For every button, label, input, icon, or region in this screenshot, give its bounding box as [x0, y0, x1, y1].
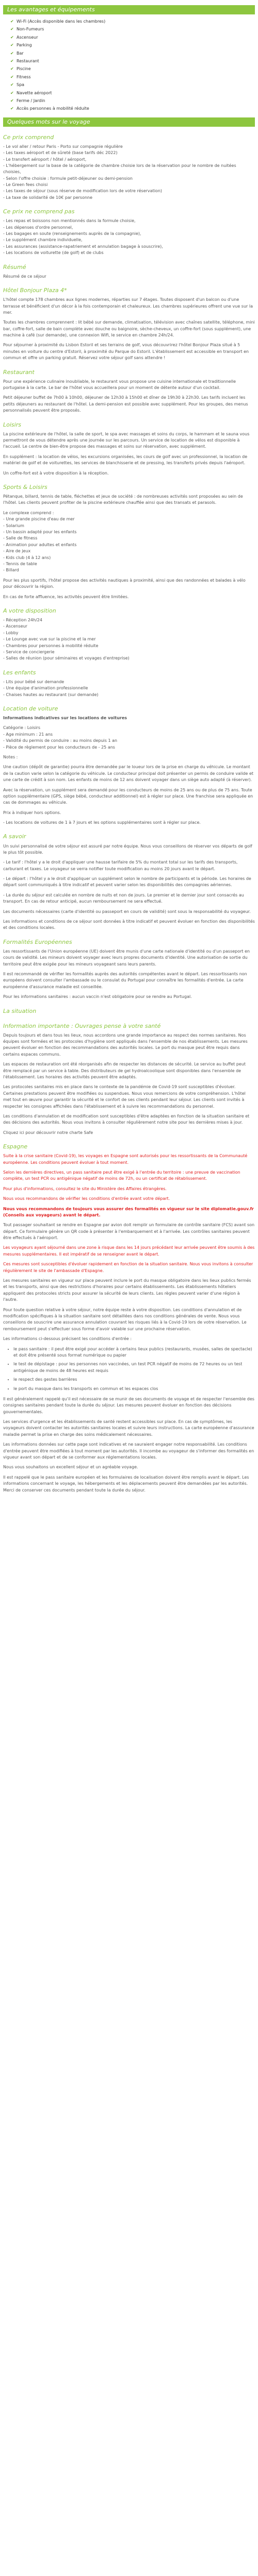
check-icon: ✔: [10, 98, 14, 103]
check-icon: ✔: [10, 74, 14, 79]
text-line: - Service de conciergerie: [3, 649, 55, 654]
paragraph: La piscine extérieure de l'hôtel, la salle de sport, le spa avec massages et soins du corps, le hammam et le sauna vous permettront de vous détendre après une journée sur les parcours. Un service de location de vélos est disponible à l'accueil. Le centre de bien-être propose des massages et soins sur réservation, avec supplément.: [3, 431, 250, 449]
paragraph: Nous vous recommandons de toujours vous assurer des formalités en vigueur sur le site diplomatie.gouv.fr (Conseils aux voyageurs) avant le départ.: [3, 1206, 254, 1217]
trip-content: [3, 133, 255, 1494]
amenity-label: Bar: [17, 50, 24, 56]
paragraph: Notes :: [3, 754, 18, 759]
text-line: - Les taxes de séjour (sous réserve de modification lors de votre réservation): [3, 189, 163, 194]
text-line: - Les bagages en soute (renseignements auprès de la compagnie),: [3, 231, 141, 236]
amenity-item: [10, 58, 255, 64]
paragraph: Une caution (dépôt de garantie) pourra être demandée par le loueur lors de la prise en charge du véhicule. Le montant de la caution varie selon la catégorie du véhicule. Le conducteur principal doit présenter un permis de conduire valide et une carte de crédit à son nom. Les enfants de moins de 12 ans doivent voyager dans un siège auto adapté (à réserver).: [3, 765, 254, 783]
amenity-label: Fitness: [17, 74, 31, 79]
paragraph: Depuis toujours et dans tous les lieux, nous accordons une grande importance au respect des normes sanitaires. Nos équipes sont formées et les protocoles d'hygiène sont appliqués dans l'ensemble de nos établissements. Les mesures peuvent évoluer en fonction des recommandations des autorités locales. Le port du masque peut être requis dans certains espaces communs.: [3, 1032, 248, 1057]
text-line: - Kids club (4 à 12 ans): [3, 555, 51, 560]
text-line: - Un bassin adapté pour les enfants: [3, 530, 77, 535]
amenity-label: Wi-Fi (Accès disponible dans les chambres): [17, 19, 106, 24]
amenity-label: Spa: [17, 82, 25, 88]
check-icon: ✔: [10, 58, 14, 63]
text-line: - Tennis de table: [3, 561, 37, 566]
text-line: - Chaises hautes au restaurant (sur demande): [3, 692, 99, 697]
check-icon: ✔: [10, 66, 14, 72]
bullet-item: • le respect des gestes barrières: [13, 1377, 255, 1383]
paragraph: Pour toute question relative à votre séjour, notre équipe reste à votre disposition. Les conditions d'annulation et de modification spécifiques à la situation sanitaire sont détaillées dans nos conditions générales de vente. Nous vous conseillons de souscrire une assurance annulation couvrant les risques liés à la Covid-19 lors de votre réservation. Le remboursement peut s'effectuer sous forme d'avoir valable sur une prochaine réservation.: [3, 1307, 247, 1331]
check-icon: ✔: [10, 82, 14, 88]
section-heading: Ce prix comprend: [3, 133, 54, 141]
check-icon: ✔: [10, 19, 14, 24]
line-group: [3, 725, 255, 751]
amenity-label: Parking: [17, 43, 32, 48]
paragraph: Avec la réservation, un supplément sera demandé pour les conducteurs de moins de 25 ans ou de plus de 75 ans. Toute option supplémentaire (GPS, siège bébé, conducteur additionnel) est à régler sur place. Une franchise sera appliquée en cas de dommages au véhicule.: [3, 787, 253, 805]
text-line: - Une grande piscine d'eau de mer: [3, 517, 75, 522]
line-group: [3, 144, 255, 201]
amenity-label: Accès personnes à mobilité réduite: [17, 106, 89, 111]
check-icon: ✔: [10, 27, 14, 32]
section-heading: Information importante : Ouvrages pense à votre santé: [3, 1022, 161, 1029]
paragraph: En supplément : la location de vélos, les excursions organisées, les cours de golf avec un professionnel, la location de matériel de golf et de voiturettes, les services de blanchisserie et de pressing, les transferts privés depuis l'aéroport.: [3, 454, 248, 466]
text-line: - Selon l'offre choisie : formule petit-déjeuner ou demi-pension: [3, 176, 133, 181]
line-group: [3, 510, 255, 574]
paragraph: Tout passager souhaitant se rendre en Espagne par avion doit remplir un formulaire de contrôle sanitaire (FCS) avant son départ. Ce formulaire génère un QR code à présenter à l'embarquement et à l'arrivée. Les contrôles sanitaires peuvent être effectués à l'aéroport.: [3, 1223, 255, 1241]
check-icon: ✔: [10, 43, 14, 48]
amenity-label: Piscine: [17, 66, 31, 72]
text-line: - Les dépenses d'ordre personnel,: [3, 225, 73, 230]
paragraph: Les conditions d'annulation et de modification sont susceptibles d'être adaptées en fonction de la situation sanitaire et des décisions des autorités. Nous vous invitons à consulter régulièrement notre site pour les dernières mises à jour.: [3, 1113, 250, 1125]
bullet-item: • le port du masque dans les transports en commun et les espaces clos: [13, 1386, 255, 1392]
text-line: - L'hébergement sur la base de la catégorie de chambre choisie lors de la réservation pour le nombre de nuitées choisies,: [3, 163, 236, 175]
line-group: [3, 617, 255, 662]
line-group: [3, 218, 255, 256]
bullet-list: [13, 1346, 255, 1392]
paragraph: Les informations et conditions de ce séjour sont données à titre indicatif et peuvent évoluer en fonction des disponibilités et des conditions locales.: [3, 919, 255, 930]
text-line: - Ascenseur: [3, 624, 27, 629]
text-line: - Aire de jeux: [3, 549, 31, 554]
text-line: Catégorie : Loisirs: [3, 725, 41, 731]
amenity-label: Ferme / Jardin: [17, 98, 45, 103]
text-line: - Les locations de voiturette (de golf) et de clubs: [3, 250, 104, 256]
text-line: - Le supplément chambre individuelle,: [3, 238, 83, 243]
paragraph: Les ressortissants de l'Union européenne (UE) doivent être munis d'une carte nationale d'identité ou d'un passeport en cours de validité. Les mineurs doivent voyager avec leurs propres documents d'identité. Une autorisation de sortie du territoire peut être exigée pour les mineurs voyageant sans leurs parents.: [3, 948, 250, 967]
text-line: - Le Green fees choisi: [3, 182, 48, 188]
text-line: - Lobby: [3, 630, 19, 635]
paragraph: Pour séjourner à proximité du Lisbon Estoril et ses terrains de golf, vous découvrirez l'hôtel Bonjour Plaza situé à 5 minutes en voiture du centre d'Estoril, à proximité du Parque do Estoril. L'établissement est accessible en transport en commun et offre un parking gratuit. Réservez votre séjour golf sans attendre !: [3, 343, 249, 361]
paragraph: Pétanque, billard, tennis de table, fléchettes et jeux de société : de nombreuses activités sont proposées au sein de l'hôtel. Les clients peuvent profiter de la piscine extérieure chauffée ainsi que des transats et parasols.: [3, 494, 243, 505]
section-heading: Hôtel Bonjour Plaza 4*: [3, 287, 67, 294]
section-heading: Espagne: [3, 1143, 28, 1150]
amenity-item: [10, 106, 255, 112]
paragraph: Les mesures sanitaires en vigueur sur place peuvent inclure le port du masque obligatoire dans les lieux publics fermés et les transports, ainsi que des restrictions d'horaires pour certains établissements. Les établissements hôteliers appliquent des protocoles stricts pour assurer la sécurité de leurs clients. Les règles peuvent varier d'une région à l'autre.: [3, 1278, 251, 1302]
paragraph: Nous vous souhaitons un excellent séjour et un agréable voyage.: [3, 1465, 138, 1470]
paragraph: - La durée du séjour est calculée en nombre de nuits et non de jours. Le premier et le dernier jour sont consacrés au transport. En cas de retour anticipé, aucun remboursement ne sera effectué.: [3, 892, 244, 904]
check-icon: ✔: [10, 90, 14, 95]
text-line: - Le vol aller / retour Paris - Porto sur compagnie régulière: [3, 144, 123, 149]
paragraph: Nous vous recommandons de vérifier les conditions d'entrée avant votre départ.: [3, 1196, 170, 1201]
section-heading: Les enfants: [3, 669, 36, 676]
amenity-label: Ascenseur: [17, 35, 38, 40]
amenity-item: [10, 50, 255, 57]
text-line: - Validité du permis de conduire : au moins depuis 1 an: [3, 738, 118, 743]
paragraph: Les documents nécessaires (carte d'identité ou passeport en cours de validité) sont sous la responsabilité du voyageur.: [3, 909, 251, 914]
amenity-item: [10, 74, 255, 80]
text-line: - Réception 24h/24: [3, 617, 42, 622]
paragraph: Un suivi personnalisé de votre séjour est assuré par notre équipe. Nous vous conseillons de réserver vos départs de golf le plus tôt possible.: [3, 843, 252, 855]
paragraph: Un coffre-fort est à votre disposition à la réception.: [3, 470, 109, 476]
paragraph: Pour les plus sportifs, l'hôtel propose des activités nautiques à proximité, ainsi que des randonnées et balades à vélo pour découvrir la région.: [3, 578, 246, 589]
paragraph: Les voyageurs ayant séjourné dans une zone à risque dans les 14 jours précédant leur arrivée peuvent être soumis à des mesures supplémentaires. Il est impératif de se renseigner avant le départ.: [3, 1245, 255, 1257]
paragraph: Prix à indiquer hors options.: [3, 810, 61, 815]
text-line: Le complexe comprend :: [3, 510, 54, 515]
section-heading: Loisirs: [3, 421, 21, 428]
text-line: - Salle de fitness: [3, 536, 38, 541]
section-heading: Location de voiture: [3, 705, 58, 712]
trip-header: Quelques mots sur le voyage: [3, 117, 255, 127]
text-line: - Pièce de règlement pour les conducteurs de - 25 ans: [3, 744, 115, 750]
paragraph: Toutes les chambres comprennent : lit bébé sur demande, climatisation, télévision avec chaînes satellite, téléphone, mini bar, coffre-fort, salle de bain complète avec douche ou baignoire, sèche-cheveux, un coffre-fort (sous supplément), une machine à café (sur demande), une connexion Wifi, le service en chambre 24h/24.: [3, 320, 255, 338]
text-line: - Lits pour bébé sur demande: [3, 679, 64, 684]
section-heading: La situation: [3, 1007, 37, 1014]
amenity-item: [10, 35, 255, 41]
amenity-item: [10, 19, 255, 25]
section-heading: A savoir: [3, 833, 26, 840]
line-group: [3, 679, 255, 698]
check-icon: ✔: [10, 106, 14, 111]
text-line: - Animation pour adultes et enfants: [3, 542, 77, 547]
amenities-list: [10, 19, 255, 112]
paragraph: - Le tarif : l'hôtel y a le droit d'appliquer une hausse tarifaire de 5% du montant total sur les tarifs des transports, carburant et taxes. Le voyageur se verra notifier toute modification au moins 20 jours avant le départ.: [3, 860, 238, 871]
paragraph: Les informations ci-dessous précisent les conditions d'entrée :: [3, 1336, 132, 1342]
text-line: - Le transfert aéroport / hôtel / aéroport,: [3, 157, 87, 162]
paragraph: Les informations données sur cette page sont indicatives et ne sauraient engager notre responsabilité. Les conditions d'entrée peuvent être modifiées à tout moment par les autorités. Il incombe au voyageur de s'informer des formalités en vigueur avant son départ et de se conformer aux réglementations locales.: [3, 1442, 254, 1460]
paragraph: Les services d'urgence et les établissements de santé restent accessibles sur place. En cas de symptômes, les voyageurs doivent contacter les autorités sanitaires locales et suivre leurs instructions. La carte européenne d'assurance maladie permet la prise en charge des soins médicalement nécessaires.: [3, 1419, 254, 1437]
amenity-item: [10, 98, 255, 104]
section-heading: Ce prix ne comprend pas: [3, 208, 75, 215]
text-line: - Billard: [3, 568, 19, 573]
section-heading: Résumé: [3, 263, 26, 270]
paragraph: Ces mesures sont susceptibles d'évoluer rapidement en fonction de la situation sanitaire. Nous vous invitons à consulter régulièrement le site de l'ambassade d'Espagne.: [3, 1262, 253, 1273]
section-heading: A votre disposition: [3, 607, 56, 614]
text-line: - Une équipe d'animation professionnelle: [3, 686, 88, 691]
paragraph: Les protocoles sanitaires mis en place dans le contexte de la pandémie de Covid-19 sont susceptibles d'évoluer. Certaines prestations peuvent être modifiées ou suspendues. Nous vous remercions de votre compréhension. L'hôtel met tout en œuvre pour garantir la sécurité et le confort de ses clients pendant leur séjour. Les clients sont invités à respecter les consignes affichées dans l'établissement et à suivre les recommandations du personnel.: [3, 1084, 246, 1109]
paragraph: Il est recommandé de vérifier les formalités auprès des autorités compétentes avant le départ. Les ressortissants non européens doivent consulter l'ambassade ou le consulat du Portugal pour connaître les formalités d'entrée. La carte européenne d'assurance maladie est conseillée.: [3, 972, 247, 989]
text-line: - Chambres pour personnes à mobilité réduite: [3, 643, 99, 648]
section-heading: Formalités Européennes: [3, 938, 72, 945]
section-heading: Restaurant: [3, 368, 35, 376]
amenity-item: [10, 90, 255, 96]
paragraph: Petit déjeuner buffet de 7h00 à 10h00, déjeuner de 12h30 à 15h00 et dîner de 19h30 à 22h30. Les tarifs incluent les petits déjeuners au restaurant de l'hôtel. La demi-pension est possible avec supplément. Pour les groupes, des menus personnalisés peuvent être proposés.: [3, 395, 248, 413]
check-icon: ✔: [10, 35, 14, 40]
paragraph: Les espaces de restauration ont été réorganisés afin de respecter les distances de sécurité. Le service au buffet peut être remplacé par un service à table. Des distributeurs de gel hydroalcoolique sont disponibles dans l'ensemble de l'établissement. Les horaires des activités peuvent être adaptés.: [3, 1062, 246, 1080]
text-line: - Salles de réunion (pour séminaires et voyages d'entreprise): [3, 656, 130, 661]
amenity-item: [10, 82, 255, 88]
section-heading: Sports & Loisirs: [3, 484, 47, 491]
paragraph: L'hôtel compte 178 chambres aux lignes modernes, réparties sur 7 étages. Toutes disposent d'un balcon ou d'une terrasse et bénéficient d'un décor à la fois contemporain et chaleureux. Les chambres supérieures offrent une vue sur la mer.: [3, 297, 253, 315]
text-line: - La taxe de solidarité de 10€ par personne: [3, 195, 93, 200]
amenity-label: Non-Fumeurs: [17, 27, 44, 32]
paragraph: Résumé de ce séjour: [3, 274, 46, 279]
check-icon: ✔: [10, 50, 14, 56]
text-line: - Les taxes aéroport et de sûreté (base tarifs déc 2022): [3, 150, 118, 156]
paragraph: Selon les dernières directives, un pass sanitaire peut être exigé à l'entrée du territoire : une preuve de vaccination complète, un test PCR ou antigénique négatif de moins de 72h, ou un certificat de rétablissement.: [3, 1170, 240, 1181]
paragraph: Informations indicatives sur les locations de voitures: [3, 715, 127, 720]
text-line: - Les assurances (assistance-rapatriement et annulation bagage à souscrire),: [3, 244, 163, 249]
text-line: - Les repas et boissons non mentionnés dans la formule choisie,: [3, 218, 136, 224]
text-line: - Age minimum : 21 ans: [3, 732, 53, 737]
paragraph: Pour plus d'informations, consultez le site du Ministère des Affaires étrangères.: [3, 1186, 167, 1191]
amenity-item: [10, 66, 255, 72]
paragraph: Pour une expérience culinaire inoubliable, le restaurant vous propose une cuisine internationale et traditionnelle portugaise à la carte. Le bar de l'hôtel vous accueillera pour un moment de détente autour d'un cocktail.: [3, 379, 236, 391]
paragraph: - Les locations de voitures de 1 à 7 jours et les options supplémentaires sont à régler sur place.: [3, 820, 201, 825]
amenity-label: Restaurant: [17, 58, 39, 63]
page: [0, 5, 258, 1494]
amenities-header: Les avantages et équipements: [3, 5, 255, 14]
text-line: - Le Lounge avec vue sur la piscine et la mer: [3, 637, 96, 642]
paragraph: - Le départ : l'hôtel y a le droit d'appliquer un supplément selon le nombre de participants et la période. Les horaires de départ sont communiqués à titre indicatif et peuvent varier selon les disponibilités des compagnies aériennes.: [3, 876, 251, 888]
bullet-item: • le test de dépistage : pour les personnes non vaccinées, un test PCR négatif de moins de 72 heures ou un test antigénique de moins de 48 heures est requis: [13, 1361, 255, 1374]
paragraph: Suite à la crise sanitaire (Covid-19), les voyages en Espagne sont autorisés pour les ressortissants de la Communauté européenne. Les conditions peuvent évoluer à tout moment.: [3, 1154, 248, 1165]
amenity-item: [10, 42, 255, 48]
bullet-item: • le pass sanitaire : il peut être exigé pour accéder à certains lieux publics (restaurants, musées, salles de spectacle) et doit être présenté sous format numérique ou papier: [13, 1346, 255, 1359]
paragraph: En cas de forte affluence, les activités peuvent être limitées.: [3, 594, 129, 599]
paragraph: Cliquez ici pour découvrir notre charte Safe: [3, 1130, 93, 1135]
paragraph: Pour les informations sanitaires : aucun vaccin n'est obligatoire pour se rendre au Portugal.: [3, 994, 192, 999]
text-line: - Solarium: [3, 523, 24, 528]
amenity-item: [10, 26, 255, 32]
amenity-label: Navette aéroport: [17, 90, 52, 95]
paragraph: Il est rappelé que le pass sanitaire européen et les formulaires de localisation doivent être remplis avant le départ. Les informations concernant le voyage, les hébergements et les déplacements peuvent être demandées par les autorités. Merci de conserver ces documents pendant toute la durée du séjour.: [3, 1475, 249, 1493]
paragraph: Il est généralement rappelé qu'il est nécessaire de se munir de ses documents de voyage et de respecter l'ensemble des consignes sanitaires pendant toute la durée du séjour. Les mesures peuvent évoluer en fonction des décisions gouvernementales.: [3, 1396, 254, 1414]
